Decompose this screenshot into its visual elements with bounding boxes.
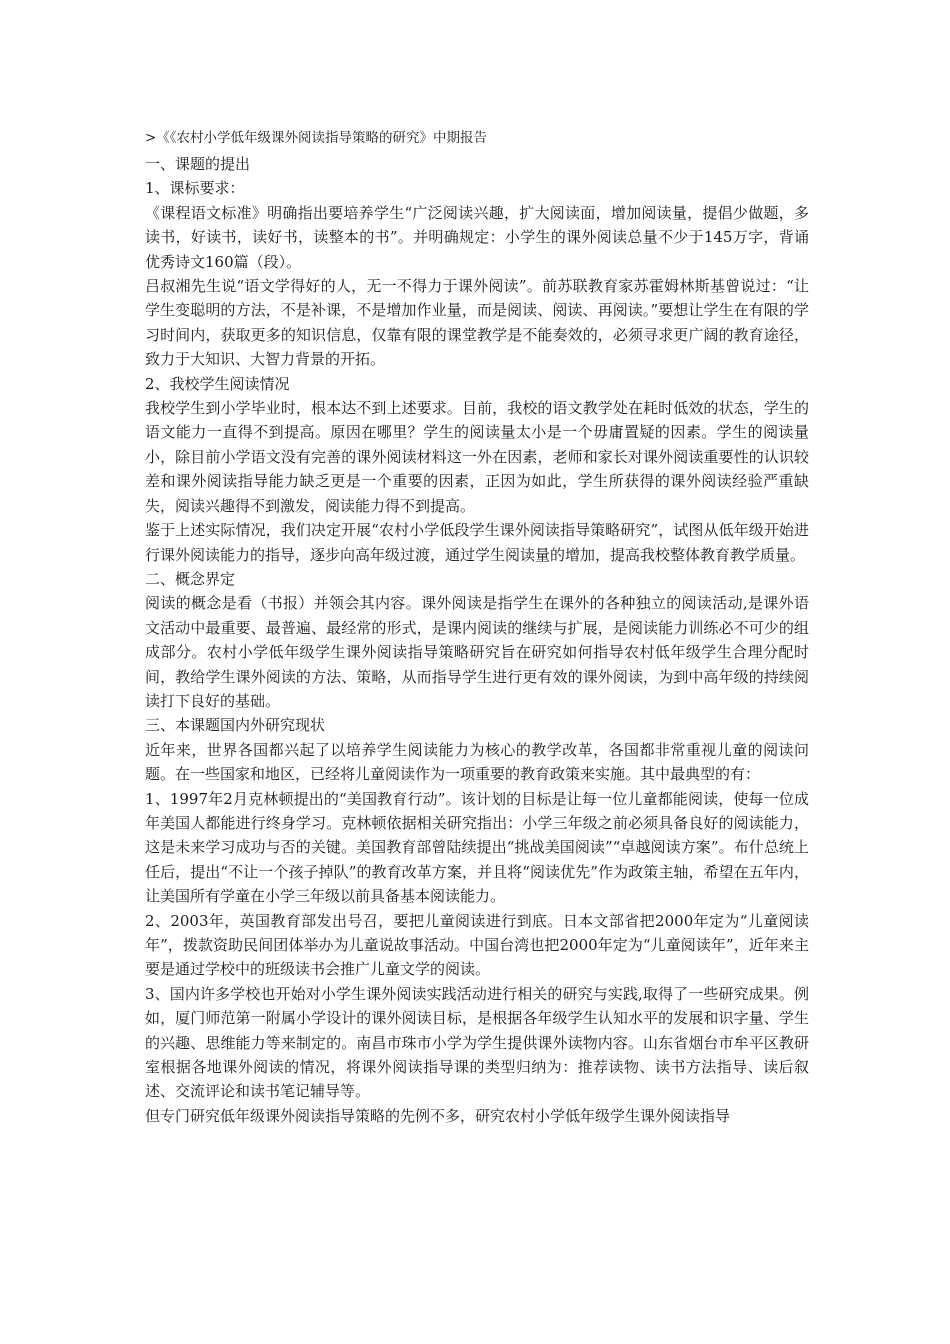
subsection-heading-1-1: 1、课标要求： <box>145 179 245 198</box>
subsection-heading-1-2: 2、我校学生阅读情况 <box>145 374 290 393</box>
document-page <box>145 128 809 1128</box>
paragraph: 鉴于上述实际情况，我们决定开展“农村小学低段学生课外阅读指导策略研究”，试图从低年级开始进行课外阅读能力的指导，逐步向高年级过渡，通过学生阅读量的增加，提高我校整体教育教学质量。 <box>145 521 809 564</box>
paragraph: 2、2003年，英国教育部发出号召，要把儿童阅读进行到底。日本文部省把2000年定为“儿童阅读年”，拨款资助民间团体举办为儿童说故事活动。中国台湾也把2000年定为“儿童阅读年”，近年来主要是通过学校中的班级读书会推广儿童文学的阅读。 <box>145 911 809 979</box>
paragraph: 吕叔湘先生说“语文学得好的人，无一不得力于课外阅读”。前苏联教育家苏霍姆林斯基曾说过：“让学生变聪明的方法，不是补课，不是增加作业量，而是阅读、阅读、再阅读。”要想让学生在有限的学习时间内，获取更多的知识信息，仅靠有限的课堂教学是不能奏效的，必须寻求更广阔的教育途径，致力于大知识、大智力背景的开拓。 <box>145 277 809 369</box>
paragraph: 《课程语文标准》明确指出要培养学生“广泛阅读兴趣，扩大阅读面，增加阅读量，提倡少做题，多读书，好读书，读好书，读整本的书”。并明确规定：小学生的课外阅读总量不少于145万字，背诵优秀诗文160篇（段）。 <box>145 203 809 271</box>
paragraph: 近年来，世界各国都兴起了以培养学生阅读能力为核心的教学改革，各国都非常重视儿童的阅读问题。在一些国家和地区，已经将儿童阅读作为一项重要的教育政策来实施。其中最典型的有： <box>145 740 809 784</box>
section-heading-2: 二、概念界定 <box>145 569 236 588</box>
paragraph: 阅读的概念是看（书报）并领会其内容。课外阅读是指学生在课外的各种独立的阅读活动,是课外语文活动中最重要、最普遍、最经常的形式，是课内阅读的继续与扩展，是阅读能力训练必不可少的组成部分。农村小学低年级学生课外阅读指导策略研究旨在研究如何指导农村低年级学生合理分配时间，教给学生课外阅读的方法、策略，从而指导学生进行更有效的课外阅读，为到中高年级的持续阅读打下良好的基础。 <box>145 594 809 710</box>
section-heading-1: 一、课题的提出 <box>145 155 251 173</box>
paragraph: 我校学生到小学毕业时，根本达不到上述要求。目前，我校的语文教学处在耗时低效的状态，学生的语文能力一直得不到提高。原因在哪里？学生的阅读量太小是一个毋庸置疑的因素。学生的阅读量小，除目前小学语文没有完善的课外阅读材料这一外在因素，老师和家长对课外阅读重要性的认识较差和课外阅读指导能力缺乏更是一个重要的因素，正因为如此，学生所获得的课外阅读经验严重缺失，阅读兴趣得不到激发，阅读能力得不到提高。 <box>145 399 809 515</box>
document-title: >《《农村小学低年级课外阅读指导策略的研究》中期报告 <box>145 130 488 146</box>
paragraph: 但专门研究低年级课外阅读指导策略的先例不多，研究农村小学低年级学生课外阅读指导 <box>145 1106 731 1125</box>
section-heading-3: 三、本课题国内外研究现状 <box>145 716 326 735</box>
paragraph: 3、国内许多学校也开始对小学生课外阅读实践活动进行相关的研究与实践,取得了一些研究成果。例如，厦门师范第一附属小学设计的课外阅读目标，是根据各年级学生认知水平的发展和识字量、学生的兴趣、思维能力等来制定的。南昌市珠市小学为学生提供课外读物内容。山东省烟台市牟平区教研室根据各地课外阅读的情况，将课外阅读指导课的类型归纳为：推荐读物、读书方法指导、读后叙述、交流评论和读书笔记辅导等。 <box>145 984 809 1101</box>
paragraph: 1、1997年2月克林顿提出的“美国教育行动”。该计划的目标是让每一位儿童都能阅读，使每一位成年美国人都能进行终身学习。克林顿依据相关研究指出：小学三年级之前必须具备良好的阅读能力，这是未来学习成功与否的关键。美国教育部曾陆续提出“挑战美国阅读”“卓越阅读方案”。布什总统上任后，提出“不让一个孩子掉队”的教育改革方案，并且将“阅读优先”作为政策主轴，希望在五年内，让美国所有学童在小学三年级以前具备基本阅读能力。 <box>145 789 809 906</box>
